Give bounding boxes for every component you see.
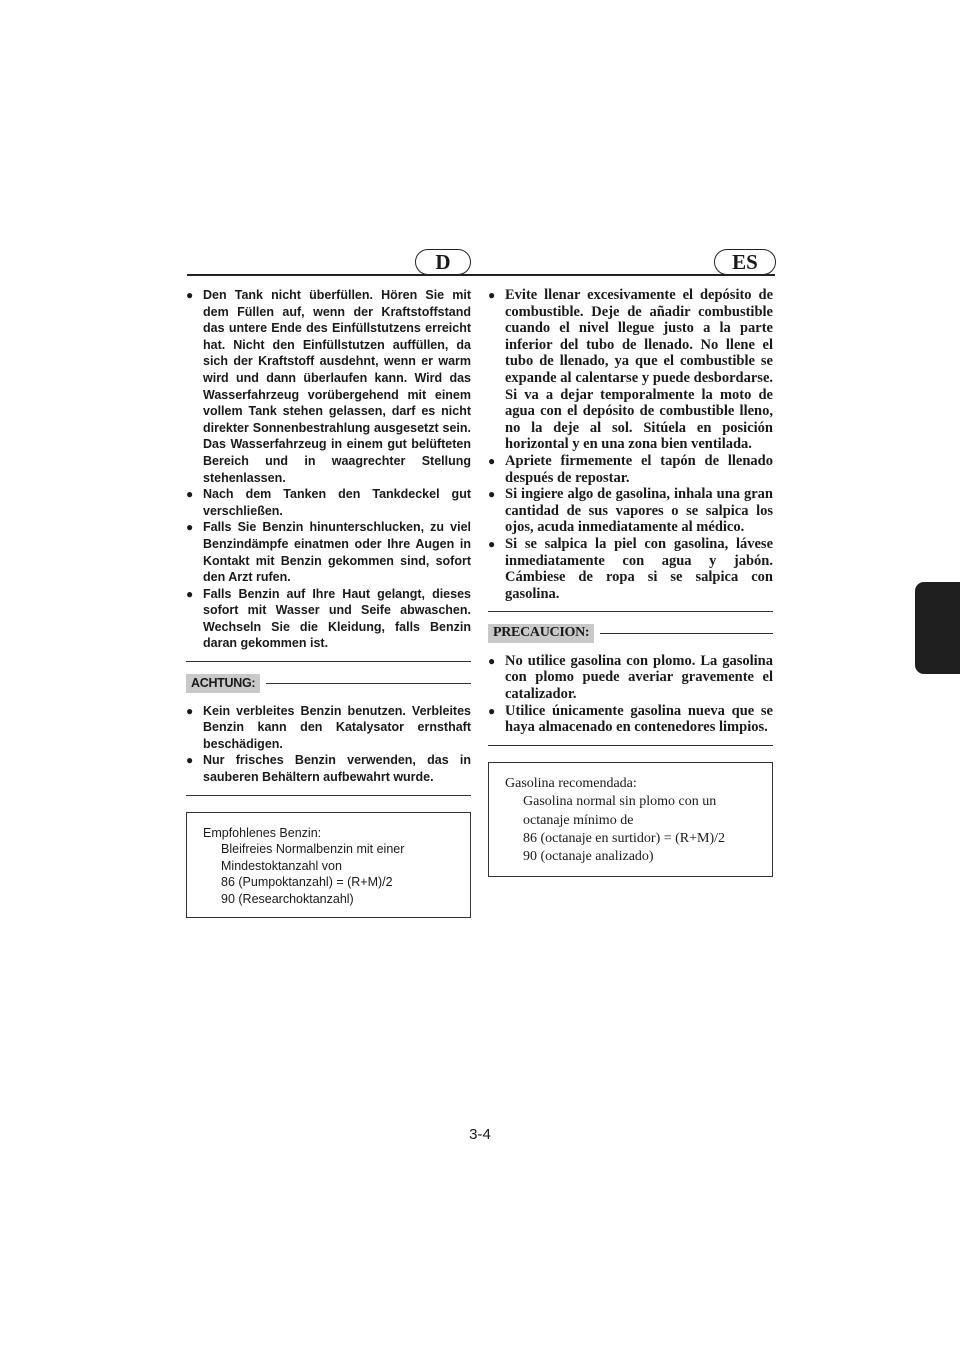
fuel-spec-box — [488, 762, 773, 877]
language-badge-german: D — [415, 249, 471, 275]
fuel-spec-line: Gasolina normal sin plomo con un — [523, 794, 717, 810]
caution-rule — [600, 633, 773, 634]
caution-label: PRECAUCION: — [488, 624, 594, 643]
fuel-spec-line: 90 (Researchoktanzahl) — [221, 892, 354, 906]
list-item: ● Si se salpica la piel con gasolina, lávese inmediatamente con agua y jabón. Cámbiese de ropa si se salpica con gasolina. — [488, 536, 773, 602]
fuel-spec-line: octanaje mínimo de — [523, 812, 634, 828]
fuel-spec-line: Bleifreies Normalbenzin mit einer — [221, 842, 405, 857]
header-rule — [187, 274, 775, 276]
fuel-spec-line: Mindestoktanzahl von — [221, 858, 342, 873]
page-number: 3-4 — [469, 1126, 491, 1143]
list-item: ● Kein verbleites Benzin benutzen. Verbleites Benzin kann den Katalysator ernsthaft beschädigen. — [186, 703, 471, 753]
caution-heading — [186, 674, 471, 693]
list-item: ● No utilice gasolina con plomo. La gasolina con plomo puede averiar gravemente el catalizador. — [488, 653, 773, 703]
list-item: ● Nur frisches Benzin verwenden, das in sauberen Behältern aufbewahrt wurde. — [186, 752, 471, 785]
fuel-spec-box — [186, 812, 471, 918]
section-divider — [186, 661, 471, 662]
fuel-spec-line: 86 (octanaje en surtidor) = (R+M)/2 — [523, 831, 726, 847]
fuel-spec-title: Empfohlenes Benzin: — [203, 825, 322, 840]
caution-rule — [266, 683, 471, 684]
language-badge-spanish: ES — [714, 249, 776, 275]
fuel-spec-line: 90 (octanaje analizado) — [523, 849, 654, 865]
spanish-column — [488, 287, 773, 877]
caution-heading — [488, 624, 773, 643]
list-item: ● Den Tank nicht überfüllen. Hören Sie mit dem Füllen auf, wenn der Kraftstoffstand das untere Ende des Einfüllstutzens erreicht hat. Nicht den Einfüllstutzen auffüllen, da sich der Kraftstoff ausdehnt, wenn er warm wird und dann überlaufen kann. Wird das Wasserfahrzeug vorübergehend mit einem vollem Tank stehen gelassen, darf es nicht direkter Sonnenbestrahlung ausgesetzt sein. Das Wasserfahrzeug in einem gut belüfteten Bereich und in waagrechter Stellung stehenlassen. — [186, 287, 471, 486]
spanish-caution-list — [488, 653, 773, 736]
fuel-spec-title: Gasolina recomendada: — [505, 775, 637, 791]
caution-label: ACHTUNG: — [186, 674, 260, 693]
list-item: ● Si ingiere algo de gasolina, inhala una gran cantidad de sus vapores o se salpica los ojos, acuda inmediatamente al médico. — [488, 486, 773, 536]
list-item: ● Nach dem Tanken den Tankdeckel gut verschließen. — [186, 486, 471, 519]
section-divider — [488, 611, 773, 612]
german-warning-list — [186, 287, 471, 652]
list-item: ● Falls Sie Benzin hinunterschlucken, zu viel Benzindämpfe einatmen oder Ihre Augen in Kontakt mit Benzin gekommen sind, sofort den Arzt rufen. — [186, 519, 471, 585]
section-divider — [186, 795, 471, 796]
list-item: ● Falls Benzin auf Ihre Haut gelangt, dieses sofort mit Wasser und Seife abwaschen. Wechseln Sie die Kleidung, falls Benzin daran gekommen ist. — [186, 586, 471, 652]
fuel-spec-line: 86 (Pumpoktanzahl) = (R+M)/2 — [221, 875, 393, 890]
list-item: ● Evite llenar excesivamente el depósito de combustible. Deje de añadir combustible cuando el nivel llegue justo a la parte inferior del tubo de llenado. No llene el tubo de llenado, ya que el combustible se expande al calentarse y puede desbordarse. Si va a dejar temporalmente la moto de agua con el depósito de combustible lleno, no la deje al sol. Sitúela en posición horizontal y en una zona bien ventilada. — [488, 287, 773, 453]
list-item: ● Utilice únicamente gasolina nueva que se haya almacenado en contenedores limpios. — [488, 703, 773, 736]
section-divider — [488, 745, 773, 746]
list-item: ● Apriete firmemente el tapón de llenado después de repostar. — [488, 453, 773, 486]
german-column — [186, 287, 471, 918]
chapter-tab — [915, 582, 960, 674]
spanish-warning-list — [488, 287, 773, 602]
german-caution-list — [186, 703, 471, 786]
